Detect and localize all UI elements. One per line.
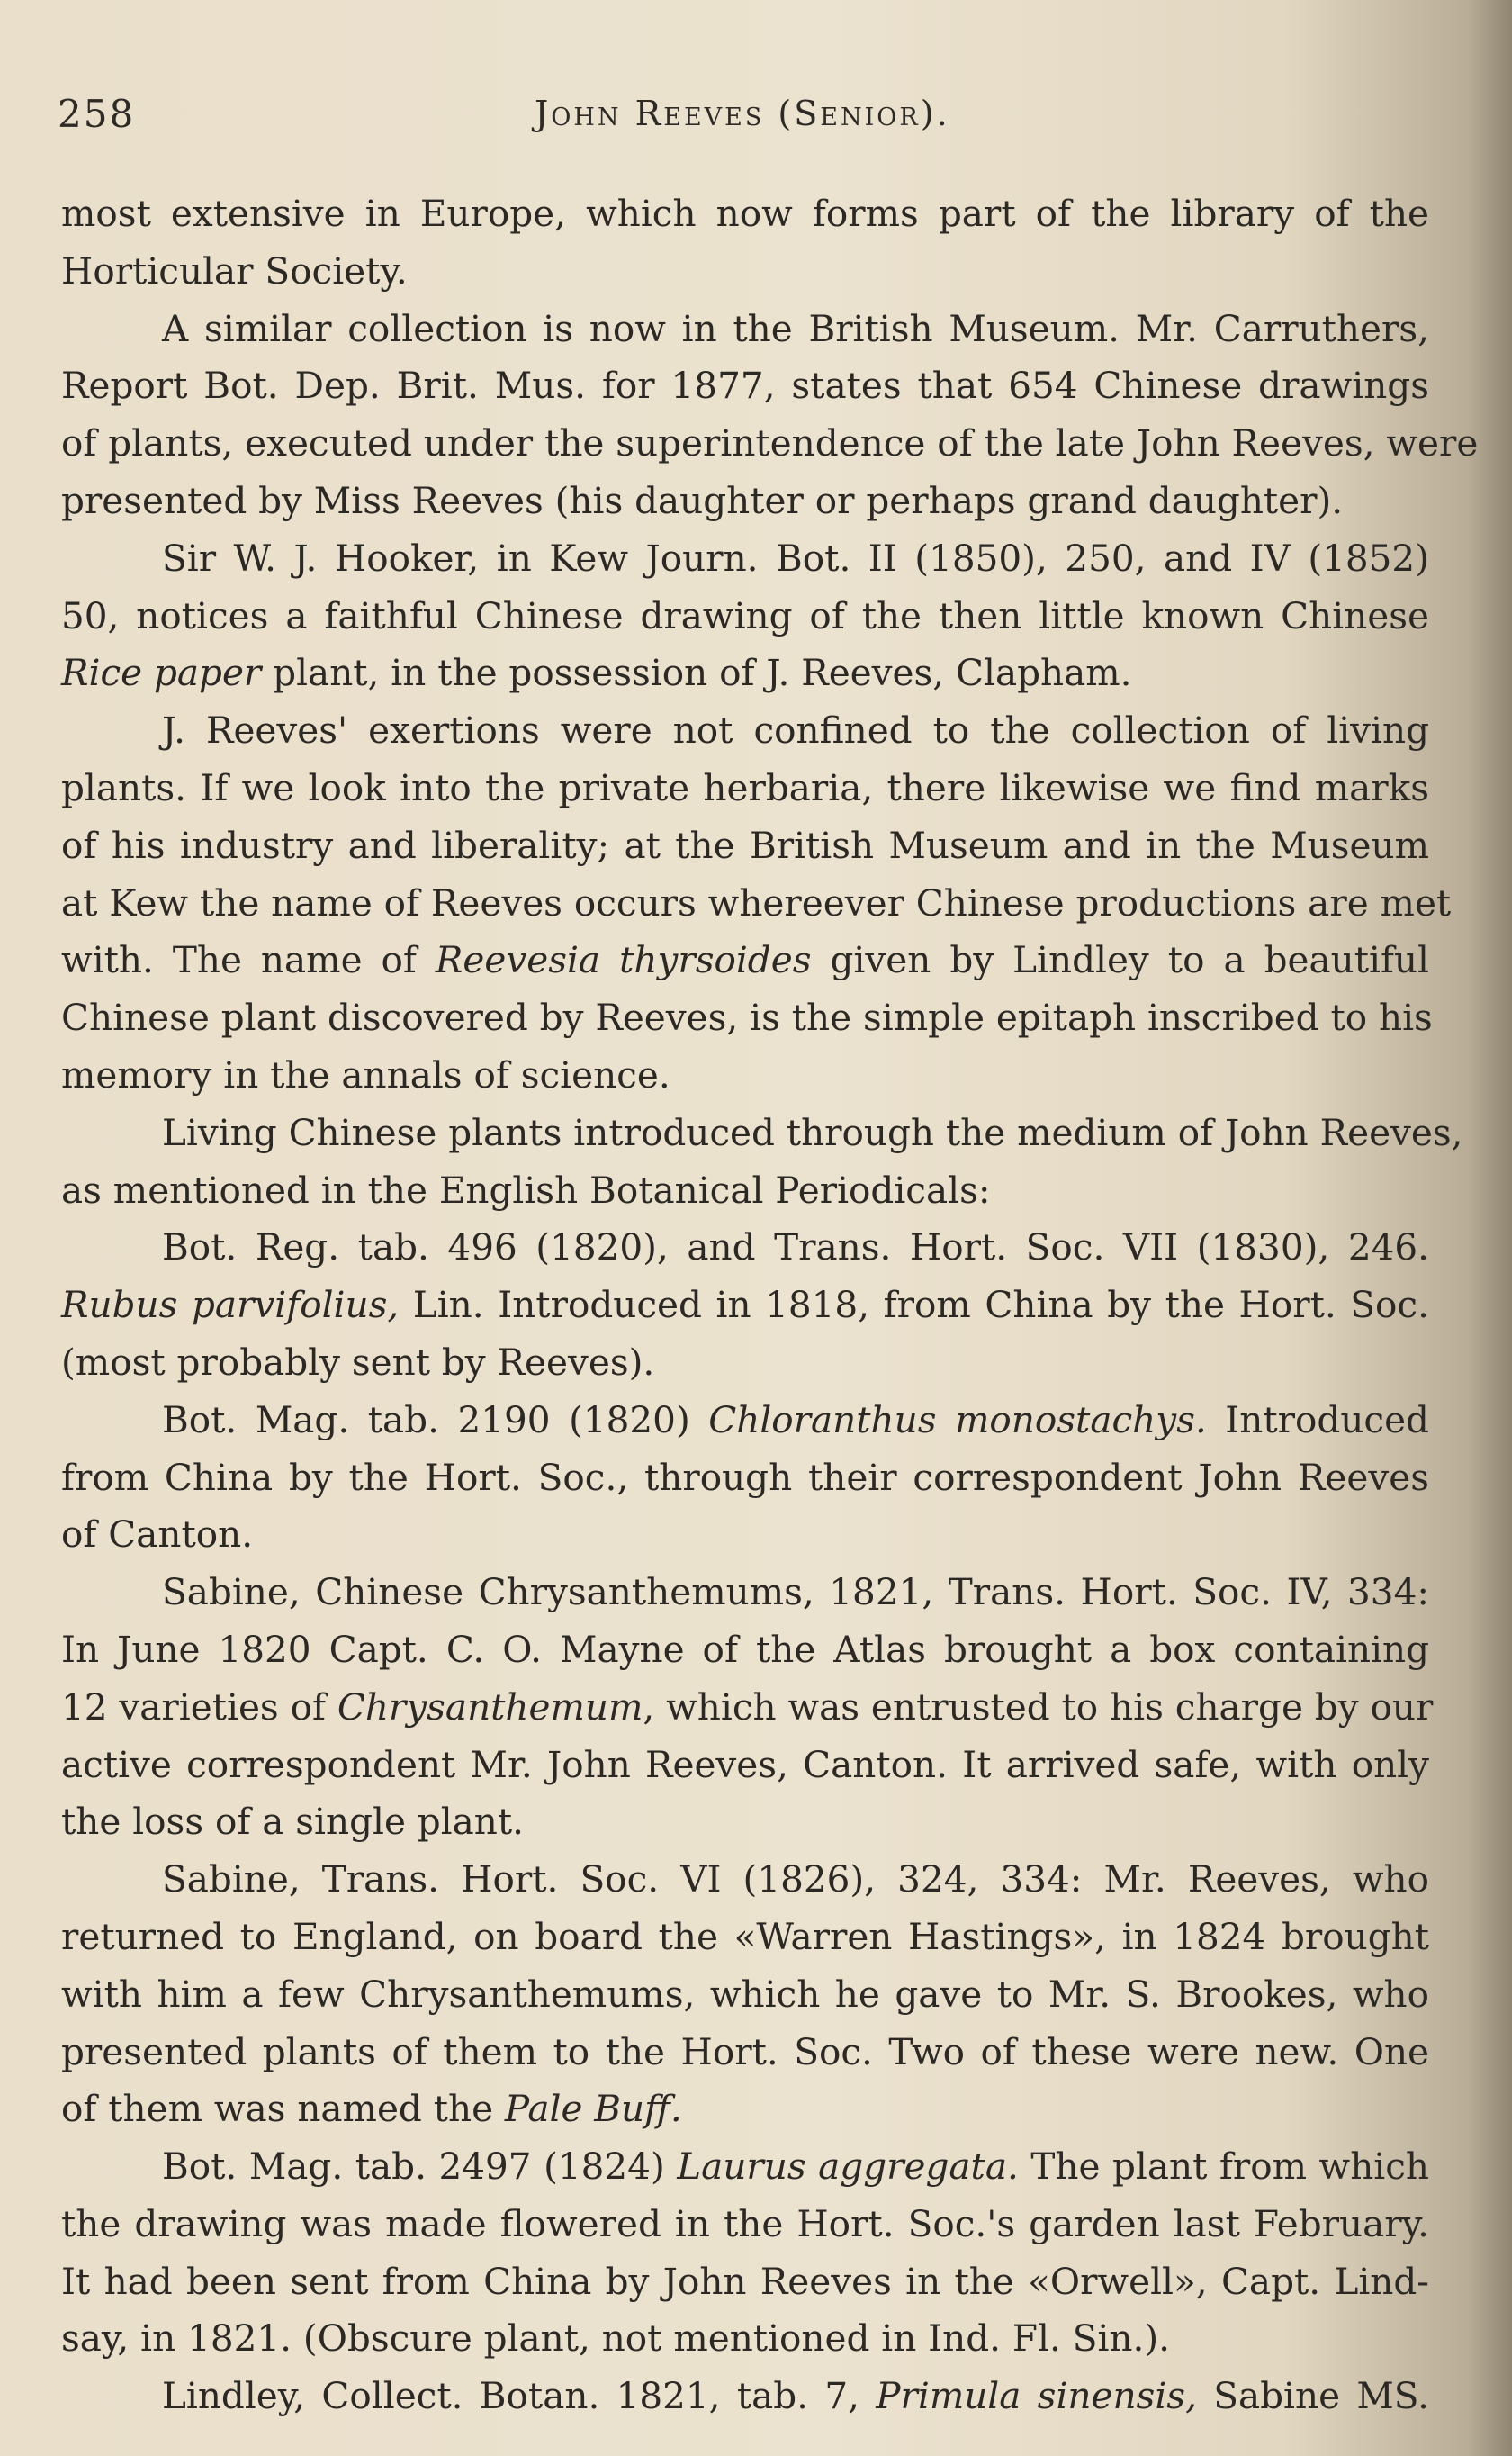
text-line [61, 2138, 1429, 2196]
body-text [61, 185, 1479, 2425]
text-line: memory in the annals of science. [61, 1052, 670, 1097]
italic-text: Chrysanthemum [337, 1684, 644, 1729]
text-line: presented plants of them to the Hort. Soc. Two of these were new. One [61, 2029, 1429, 2073]
text-segment: 12 varieties of [61, 1684, 338, 1729]
text-segment: with. The name of [61, 938, 436, 982]
text-line: the loss of a single plant. [61, 1800, 525, 1844]
text-line: J. Reeves' exertions were not confined to the collection of living [162, 709, 1429, 753]
text-line: Bot. Reg. tab. 496 (1820), and Trans. Hort. Soc. VII (1830), 246. [162, 1225, 1429, 1269]
page-number: 258 [58, 92, 136, 136]
running-head: John Reeves (Senior). [535, 94, 950, 133]
text-segment: The plant from which [1018, 2144, 1429, 2189]
text-line: Report Bot. Dep. Brit. Mus. for 1877, states that 654 Chinese drawings [61, 364, 1429, 408]
italic-text: Primula sinensis, [876, 2374, 1197, 2418]
text-segment: Sabine MS. [1196, 2374, 1429, 2418]
text-segment: given by Lindley to a beautiful [811, 938, 1429, 982]
text-segment: of them was named the [61, 2087, 505, 2131]
text-line: the drawing was made flowered in the Hort. Soc.'s garden last February. [61, 2201, 1429, 2245]
text-line: as mentioned in the English Botanical Periodicals: [61, 1168, 991, 1212]
text-line: presented by Miss Reeves (his daughter or perhaps grand daughter). [61, 478, 1344, 522]
italic-text: Laurus aggregata. [677, 2144, 1019, 2189]
text-line: plants. If we look into the private herbaria, there likewise we find marks [61, 765, 1429, 809]
text-line [61, 932, 1429, 989]
text-line [61, 1679, 1434, 1737]
text-line: active correspondent Mr. John Reeves, Canton. It arrived safe, with only [61, 1742, 1429, 1786]
text-segment: Lin. Introduced in 1818, from China by the Hort. Soc. [399, 1283, 1429, 1327]
text-segment: Bot. Mag. tab. 2497 (1824) [162, 2144, 678, 2189]
text-line [61, 2368, 1429, 2425]
text-segment: Lindley, Collect. Botan. 1821, tab. 7, [162, 2374, 877, 2418]
text-line: Sabine, Trans. Hort. Soc. VI (1826), 324, 334: Mr. Reeves, who [162, 1857, 1429, 1901]
text-line: In June 1820 Capt. C. O. Mayne of the Atlas brought a box containing [61, 1627, 1429, 1671]
text-line: say, in 1821. (Obscure plant, not mentioned in Ind. Fl. Sin.). [61, 2316, 1171, 2361]
italic-text: Rice paper [61, 651, 262, 695]
text-segment: Bot. Mag. tab. 2190 (1820) [162, 1397, 709, 1441]
italic-text: Pale Buff. [504, 2087, 682, 2131]
text-segment: Introduced [1206, 1397, 1429, 1441]
text-line [61, 2081, 1429, 2138]
italic-text: Chloranthus monostachys. [708, 1397, 1207, 1441]
text-line: of Canton. [61, 1512, 254, 1557]
text-line: of his industry and liberality; at the British Museum and in the Museum [61, 823, 1429, 867]
italic-text: Rubus parvifolius, [61, 1283, 400, 1327]
text-line: It had been sent from China by John Reeves in the «Orwell», Capt. Lind- [61, 2259, 1429, 2303]
text-line [61, 645, 1429, 702]
text-line: Chinese plant discovered by Reeves, is the simple epitaph inscribed to his [61, 996, 1433, 1040]
text-line: Living Chinese plants introduced through the medium of John Reeves, [162, 1110, 1463, 1154]
text-line: (most probably sent by Reeves). [61, 1340, 655, 1384]
text-line: most extensive in Europe, which now forms part of the library of the [61, 192, 1429, 235]
text-line: with him a few Chrysanthemums, which he gave to Mr. S. Brookes, who [61, 1972, 1429, 2016]
text-line: 50, notices a faithful Chinese drawing of the then little known Chinese [61, 593, 1429, 637]
text-line: returned to England, on board the «Warren Hastings», in 1824 brought [61, 1914, 1429, 1958]
text-line: at Kew the name of Reeves occurs whereever Chinese productions are met [61, 880, 1452, 925]
text-line [61, 1392, 1429, 1449]
text-line: Sabine, Chinese Chrysanthemums, 1821, Trans. Hort. Soc. IV, 334: [162, 1570, 1429, 1614]
italic-text: Reevesia thyrsoides [435, 938, 812, 982]
text-line [61, 1277, 1429, 1334]
text-line: of plants, executed under the superintendence of the late John Reeves, were [61, 421, 1479, 465]
text-line: Sir W. J. Hooker, in Kew Journ. Bot. II (1850), 250, and IV (1852) [162, 536, 1429, 580]
text-line: from China by the Hort. Soc., through their correspondent John Reeves [61, 1455, 1429, 1499]
page-header [58, 86, 1435, 149]
text-line: Horticular Society. [61, 248, 408, 293]
text-segment: plant, in the possession of J. Reeves, Clapham. [261, 651, 1132, 695]
text-line: A similar collection is now in the British Museum. Mr. Carruthers, [162, 306, 1429, 350]
text-segment: , which was entrusted to his charge by our [643, 1684, 1434, 1729]
